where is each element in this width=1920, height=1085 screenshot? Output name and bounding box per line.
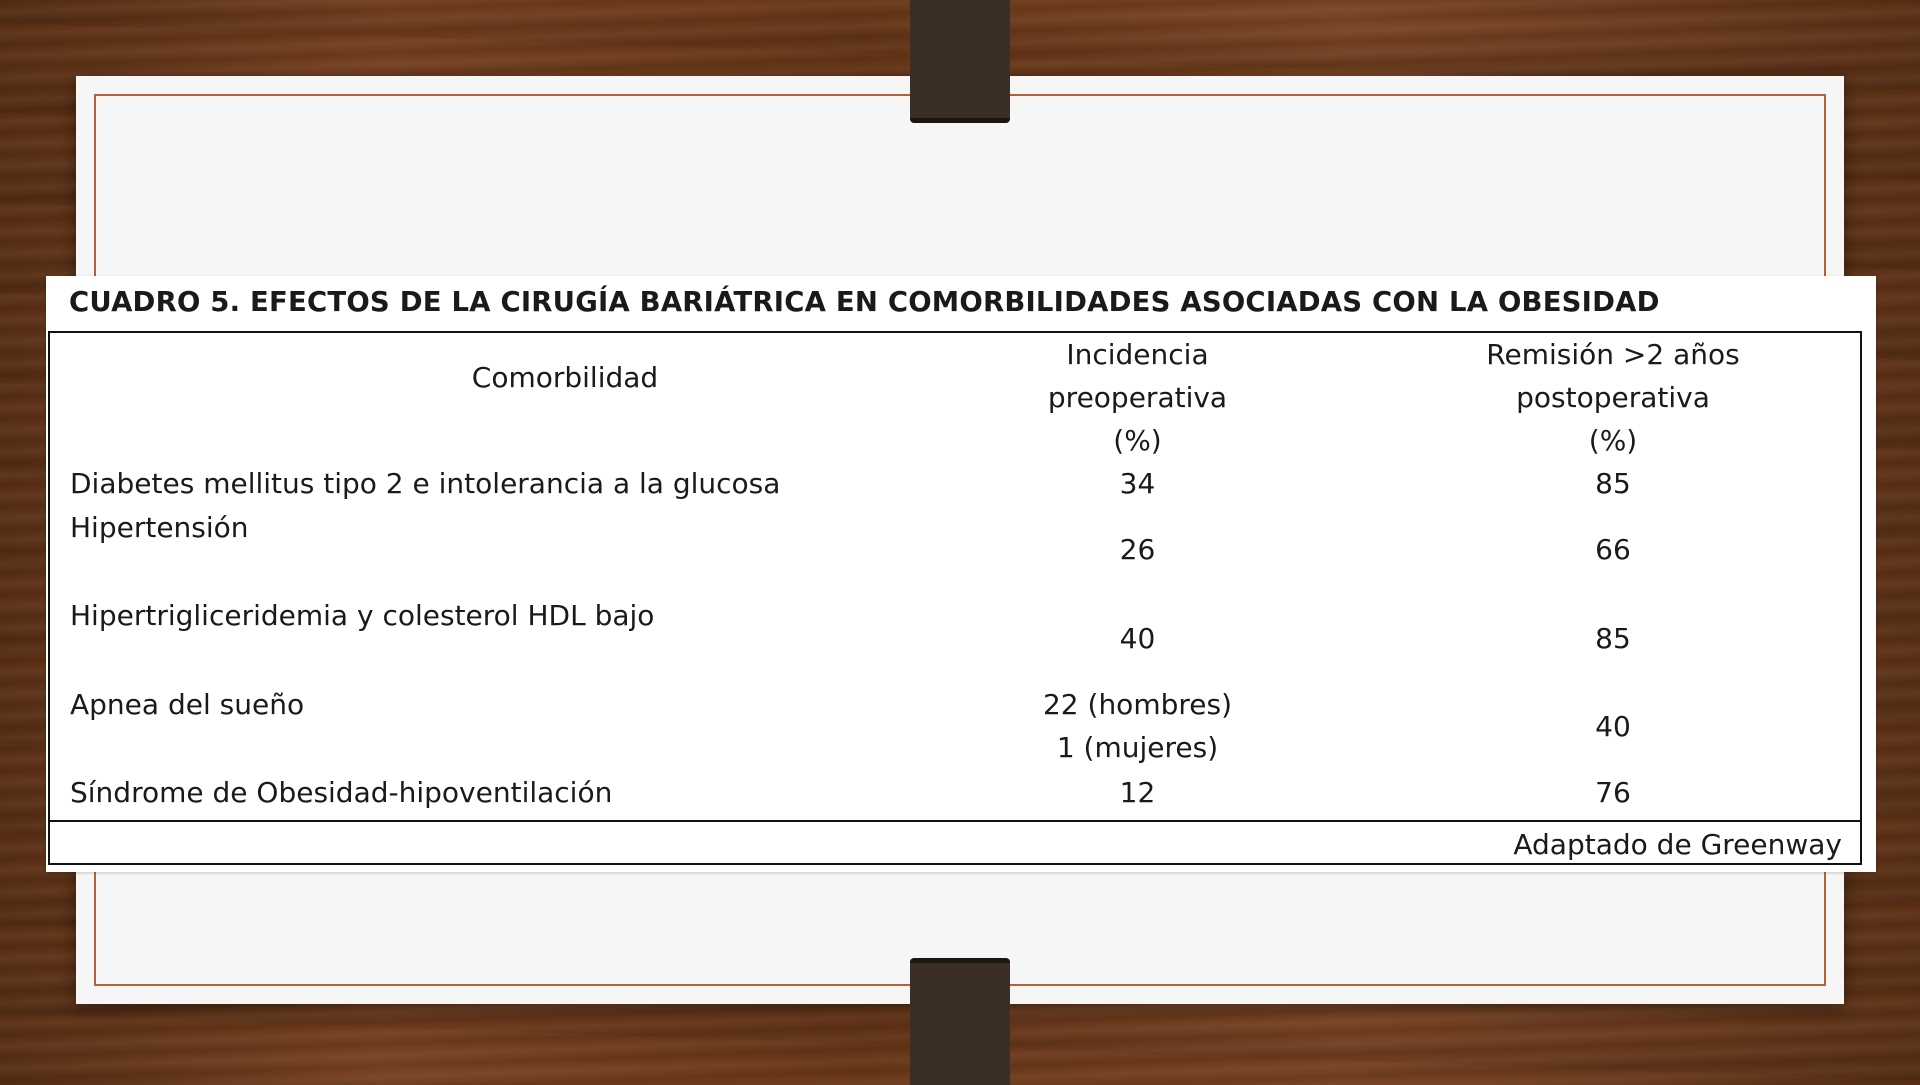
table-panel bbox=[46, 276, 1876, 872]
table-title: CUADRO 5. EFECTOS DE LA CIRUGÍA BARIÁTRICA EN COMORBILIDADES ASOCIADAS CON LA OBESIDAD bbox=[69, 286, 1660, 318]
top-clip bbox=[910, 0, 1010, 123]
comorbidity-table bbox=[48, 331, 1862, 865]
header-remission-line2: postoperativa bbox=[1516, 381, 1710, 414]
header-comorbidity: Comorbilidad bbox=[471, 361, 659, 394]
header-remission-line3: (%) bbox=[1588, 424, 1638, 457]
row-name: Diabetes mellitus tipo 2 e intolerancia a la glucosa bbox=[70, 467, 781, 500]
header-remission-line1: Remisión >2 años bbox=[1486, 338, 1740, 371]
row-remission: 40 bbox=[1595, 710, 1631, 743]
row-remission: 85 bbox=[1595, 467, 1631, 500]
header-incidence-line3: (%) bbox=[1113, 424, 1162, 457]
table-source-note: Adaptado de Greenway bbox=[1513, 828, 1842, 861]
row-name: Apnea del sueño bbox=[70, 688, 305, 721]
row-name: Hipertrigliceridemia y colesterol HDL bajo bbox=[70, 599, 655, 632]
row-remission: 76 bbox=[1595, 776, 1631, 809]
header-incidence-line2: preoperativa bbox=[1047, 381, 1228, 414]
bottom-clip bbox=[910, 958, 1010, 1085]
row-name: Hipertensión bbox=[70, 511, 249, 544]
row-incidence: 40 bbox=[1119, 622, 1156, 655]
row-incidence-men: 22 (hombres) bbox=[1042, 688, 1232, 721]
row-remission: 85 bbox=[1595, 622, 1631, 655]
row-incidence: 26 bbox=[1119, 533, 1156, 566]
row-name: Síndrome de Obesidad-hipoventilación bbox=[70, 776, 613, 809]
row-remission: 66 bbox=[1595, 533, 1631, 566]
row-incidence-women: 1 (mujeres) bbox=[1056, 731, 1219, 764]
row-incidence: 12 bbox=[1119, 776, 1156, 809]
row-incidence: 34 bbox=[1119, 467, 1156, 500]
header-incidence-line1: Incidencia bbox=[1066, 338, 1209, 371]
footer-divider bbox=[50, 820, 1860, 822]
